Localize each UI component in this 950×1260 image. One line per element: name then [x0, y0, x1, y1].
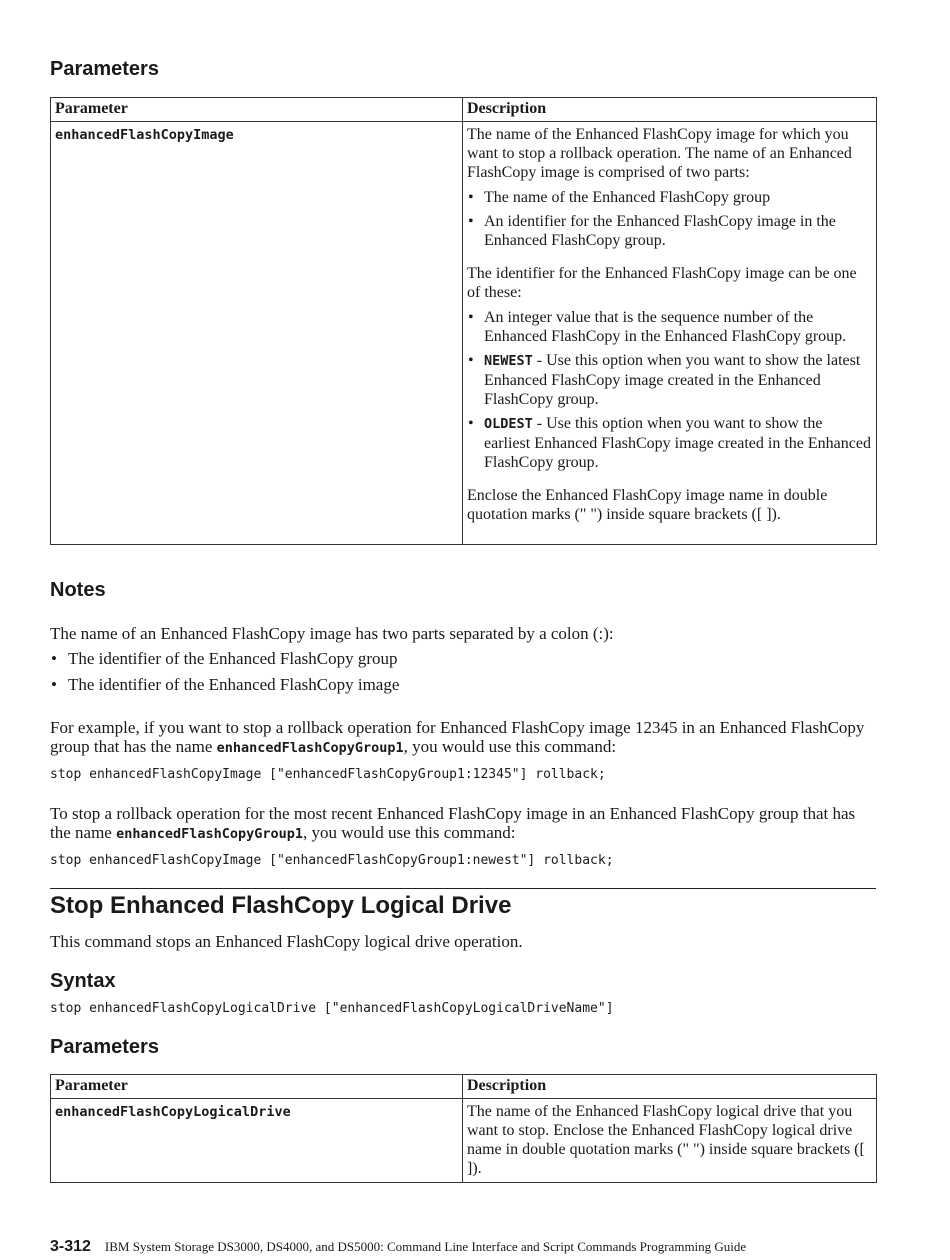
- section-divider: [50, 888, 876, 889]
- table-row: [51, 122, 877, 545]
- parameter-name-cell: [51, 122, 463, 545]
- example1-text: [50, 718, 876, 758]
- example1-code: stop enhancedFlashCopyImage ["enhancedFlashCopyGroup1:12345"] rollback;: [50, 767, 606, 782]
- notes-list: [50, 649, 876, 694]
- column-header-parameter: Parameter: [51, 1075, 463, 1099]
- notes-heading: Notes: [50, 579, 106, 601]
- description-intro: The name of the Enhanced FlashCopy image for which you want to stop a rollback operation. The name of an Enhanced FlashCopy image is comprised of two parts:: [467, 126, 852, 181]
- list-item: • The name of the Enhanced FlashCopy group: [467, 188, 872, 207]
- page-footer: [50, 1238, 746, 1256]
- example2-text: [50, 804, 876, 844]
- list-item: • An integer value that is the sequence number of the Enhanced FlashCopy in the Enhanced FlashCopy group.: [467, 308, 872, 346]
- parameter-description: The name of the Enhanced FlashCopy logical drive that you want to stop. Enclose the Enhanced FlashCopy logical drive name in double quotation marks (" ") inside square brackets ([ ]).: [467, 1103, 865, 1177]
- table-row: [51, 1099, 877, 1183]
- column-header-description: Description: [463, 98, 877, 122]
- newest-keyword: NEWEST: [484, 353, 533, 369]
- section-title: Stop Enhanced FlashCopy Logical Drive: [50, 892, 512, 919]
- identifier-options-list: [467, 308, 872, 472]
- list-item: • The identifier of the Enhanced FlashCopy image: [50, 675, 876, 694]
- example2-group-name: enhancedFlashCopyGroup1: [116, 826, 304, 842]
- book-title: IBM System Storage DS3000, DS4000, and DS5000: Command Line Interface and Script Commands Programming Guide: [104, 1239, 747, 1254]
- newest-text: - Use this option when you want to show the latest Enhanced FlashCopy image created in the Enhanced FlashCopy group.: [484, 352, 861, 408]
- parameters-table: [50, 97, 877, 545]
- syntax-code: stop enhancedFlashCopyLogicalDrive ["enhancedFlashCopyLogicalDriveName"]: [50, 1001, 614, 1016]
- column-header-description: Description: [463, 1075, 877, 1099]
- parameters-heading-2: Parameters: [50, 1036, 159, 1058]
- example1-group-name: enhancedFlashCopyGroup1: [216, 740, 404, 756]
- table-header-row: [51, 1075, 877, 1099]
- example1-post: , you would use this command:: [403, 737, 617, 756]
- identifier-intro: The identifier for the Enhanced FlashCopy image can be one of these:: [467, 265, 857, 301]
- example2-pre: To stop a rollback operation for the most recent Enhanced FlashCopy image in an Enhanced FlashCopy group that has the name: [50, 804, 856, 842]
- example1-pre: For example, if you want to stop a rollback operation for Enhanced FlashCopy image 12345 in an Enhanced FlashCopy group that has the name: [50, 718, 865, 756]
- page-number: 3-312: [50, 1238, 91, 1255]
- list-item: • An identifier for the Enhanced FlashCopy image in the Enhanced FlashCopy group.: [467, 212, 872, 250]
- column-header-parameter: Parameter: [51, 98, 463, 122]
- notes-intro: The name of an Enhanced FlashCopy image has two parts separated by a colon (:):: [50, 624, 614, 643]
- example2-code: stop enhancedFlashCopyImage ["enhancedFlashCopyGroup1:newest"] rollback;: [50, 853, 614, 868]
- parameter-description-cell: [463, 122, 877, 545]
- parameters-table-2: [50, 1074, 877, 1183]
- list-item: • The identifier of the Enhanced FlashCopy group: [50, 649, 876, 668]
- oldest-text: - Use this option when you want to show the earliest Enhanced FlashCopy image created in the Enhanced FlashCopy group.: [484, 415, 871, 471]
- list-item-oldest: [467, 414, 872, 472]
- oldest-keyword: OLDEST: [484, 416, 533, 432]
- list-item-newest: [467, 351, 872, 409]
- parameters-heading: Parameters: [50, 58, 159, 80]
- parameter-name-cell: [51, 1099, 463, 1183]
- syntax-heading: Syntax: [50, 970, 116, 992]
- name-parts-list: [467, 188, 872, 250]
- enclose-note: Enclose the Enhanced FlashCopy image name in double quotation marks (" ") inside square brackets ([ ]).: [467, 487, 828, 523]
- example2-post: , you would use this command:: [303, 823, 516, 842]
- parameter-name: enhancedFlashCopyImage: [55, 127, 234, 143]
- parameter-name: enhancedFlashCopyLogicalDrive: [55, 1104, 291, 1120]
- section-intro: This command stops an Enhanced FlashCopy logical drive operation.: [50, 932, 523, 951]
- parameter-description-cell: [463, 1099, 877, 1183]
- table-header-row: [51, 98, 877, 122]
